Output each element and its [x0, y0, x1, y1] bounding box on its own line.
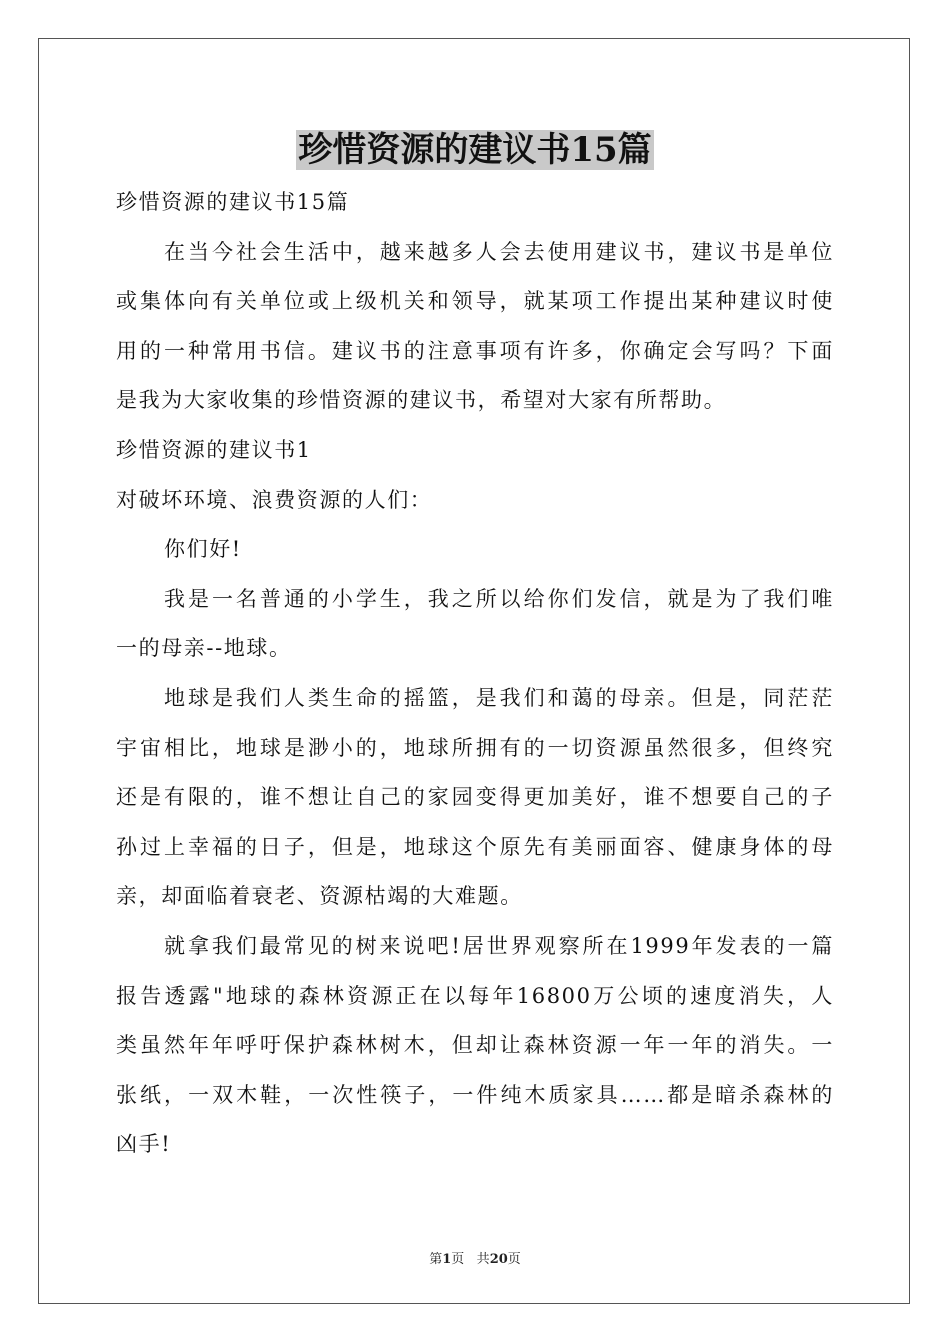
text-line: 一的母亲--地球。 [116, 636, 292, 661]
document-title [0, 128, 950, 172]
text-line: 珍惜资源的建议书1 [116, 437, 312, 462]
footer-page-suffix: 页 [451, 1252, 465, 1267]
text-line: 我是一名普通的小学生，我之所以给你们发信，就是为了我们唯 [164, 586, 834, 611]
text-line: 地球是我们人类生命的摇篮，是我们和蔼的母亲。但是，同茫茫 [164, 685, 834, 710]
text-line: 类虽然年年呼吁保护森林树木，但却让森林资源一年一年的消失。一 [116, 1033, 834, 1058]
page-footer [0, 1248, 950, 1267]
document-title-text: 珍惜资源的建议书15篇 [298, 130, 652, 170]
text-line: 孙过上幸福的日子，但是，地球这个原先有美丽面容、健康身体的母 [116, 834, 834, 859]
text-line: 亲，却面临着衰老、资源枯竭的大难题。 [116, 884, 523, 909]
footer-page-number: 1 [442, 1252, 452, 1267]
document-body [116, 178, 834, 1170]
text-line: 张纸，一双木鞋，一次性筷子，一件纯木质家具……都是暗杀森林的 [116, 1082, 834, 1107]
footer-total-suffix: 页 [507, 1252, 521, 1267]
text-line: 在当今社会生活中，越来越多人会去使用建议书，建议书是单位 [164, 239, 834, 264]
footer-total-prefix: 共 [476, 1252, 490, 1267]
text-line: 珍惜资源的建议书15篇 [116, 190, 350, 214]
text-line: 就拿我们最常见的树来说吧!居世界观察所在1999年发表的一篇 [164, 933, 834, 958]
text-line: 是我为大家收集的珍惜资源的建议书，希望对大家有所帮助。 [116, 388, 727, 413]
text-line: 你们好! [164, 537, 242, 562]
text-line: 或集体向有关单位或上级机关和领导，就某项工作提出某种建议时使 [116, 289, 834, 314]
text-line: 对破坏环境、浪费资源的人们： [116, 487, 433, 512]
footer-page-prefix: 第 [429, 1252, 443, 1267]
text-line: 报告透露"地球的森林资源正在以每年16800万公顷的速度消失，人 [116, 983, 834, 1008]
text-line: 凶手! [116, 1132, 172, 1157]
text-line: 用的一种常用书信。建议书的注意事项有许多，你确定会写吗？下面 [116, 338, 834, 363]
footer-total-pages: 20 [489, 1252, 508, 1267]
text-line: 宇宙相比，地球是渺小的，地球所拥有的一切资源虽然很多，但终究 [116, 735, 834, 760]
text-line: 还是有限的，谁不想让自己的家园变得更加美好，谁不想要自己的子 [116, 785, 834, 810]
